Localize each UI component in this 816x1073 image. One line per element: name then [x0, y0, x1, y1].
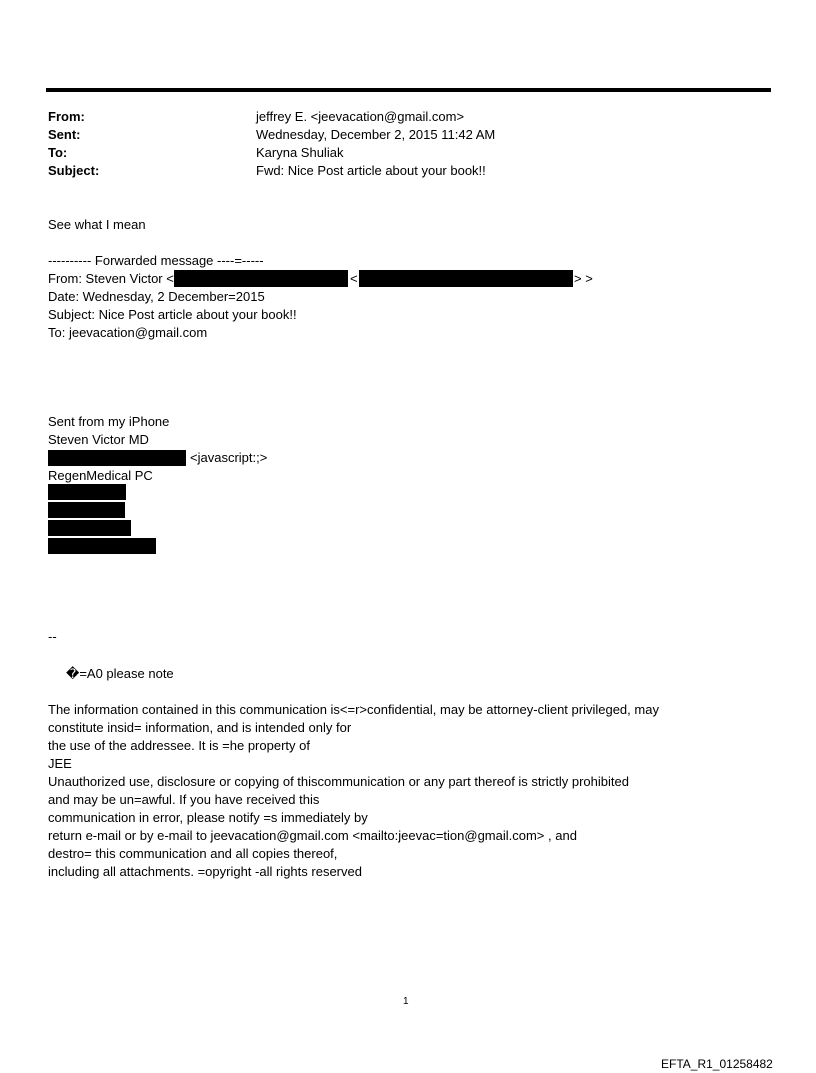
redaction-block [48, 502, 125, 518]
disclaimer-line: The information contained in this communication is<=r>confidential, may be attorney-client privileged, may [48, 702, 659, 717]
redaction-block [48, 450, 186, 466]
forwarded-from-prefix: From: Steven Victor < [48, 271, 174, 286]
to-value: Karyna Shuliak [256, 145, 344, 160]
to-label: To: [48, 145, 68, 160]
redaction-block [174, 270, 348, 287]
header-rule [46, 88, 771, 92]
forwarded-date: Date: Wednesday, 2 December=2015 [48, 289, 265, 304]
to-row [48, 144, 768, 162]
sent-row [48, 126, 768, 144]
sent-value: Wednesday, December 2, 2015 11:42 AM [256, 127, 496, 142]
disclaimer-line: return e-mail or by e-mail to jeevacation@gmail.com <mailto:jeevac=tion@gmail.com> , and [48, 828, 577, 843]
disclaimer-line: constitute insid= information, and is intended only for [48, 720, 352, 735]
please-note: �=A0 please note [66, 666, 174, 681]
subject-label: Subject: [48, 163, 100, 178]
disclaimer-line: communication in error, please notify =s immediately by [48, 810, 368, 825]
redaction-block [48, 520, 131, 536]
signature-dashes: -- [48, 629, 57, 644]
disclaimer-line: Unauthorized use, disclosure or copying of thiscommunication or any part thereof is strictly prohibited [48, 774, 629, 789]
redaction-block [48, 538, 156, 554]
redaction-block [359, 270, 573, 287]
disclaimer-line: and may be un=awful. If you have received this [48, 792, 320, 807]
document-id: EFTA_R1_01258482 [661, 1057, 773, 1071]
disclaimer-line: including all attachments. =opyright -all rights reserved [48, 864, 362, 879]
forwarded-from-suffix: > > [574, 271, 593, 286]
signature-company: RegenMedical PC [48, 468, 153, 483]
signature-javascript: <javascript:;> [190, 450, 268, 465]
sent-from-iphone: Sent from my iPhone [48, 414, 170, 429]
disclaimer-line: JEE [48, 756, 72, 771]
sent-label: Sent: [48, 127, 81, 142]
forwarded-to: To: jeevacation@gmail.com [48, 325, 208, 340]
from-row [48, 108, 768, 126]
forwarded-from-mid: < [350, 271, 358, 286]
forwarded-subject: Subject: Nice Post article about your book!! [48, 307, 297, 322]
subject-value: Fwd: Nice Post article about your book!! [256, 163, 486, 178]
from-label: From: [48, 109, 85, 124]
from-value: jeffrey E. <jeevacation@gmail.com> [256, 109, 465, 124]
disclaimer-line: destro= this communication and all copies thereof, [48, 846, 338, 861]
intro-text: See what I mean [48, 217, 146, 232]
disclaimer-line: the use of the addressee. It is =he property of [48, 738, 310, 753]
forwarded-separator: ---------- Forwarded message ----=----- [48, 253, 264, 268]
redaction-block [48, 484, 126, 500]
signature-name: Steven Victor MD [48, 432, 149, 447]
subject-row [48, 162, 768, 180]
page-number: 1 [403, 996, 409, 1007]
